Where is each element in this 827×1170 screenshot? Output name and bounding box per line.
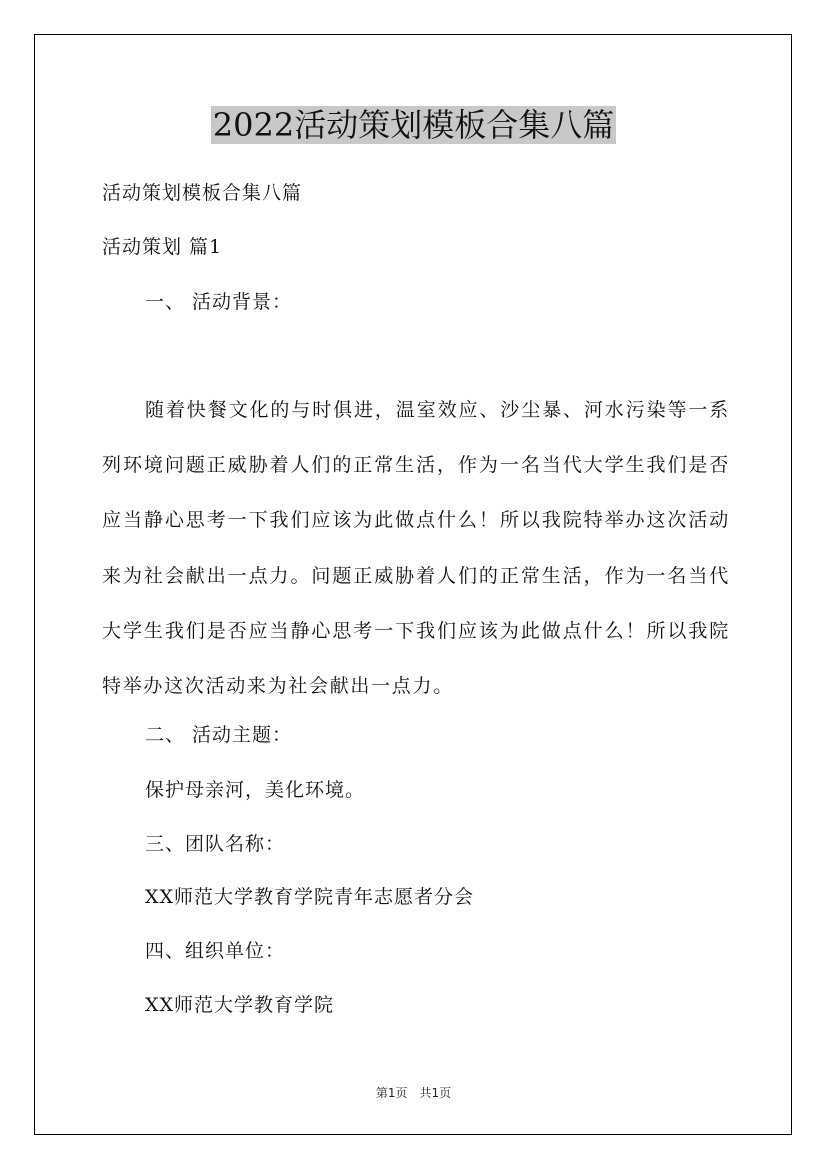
- document-title-text: 2022活动策划模板合集八篇: [212, 106, 615, 144]
- page-footer: [0, 1084, 827, 1101]
- heading-background: 一、 活动背景：: [145, 291, 293, 313]
- heading-team-name: 三、团队名称：: [145, 833, 286, 855]
- heading-theme: 二、 活动主题：: [145, 724, 293, 746]
- heading-organizer: 四、组织单位：: [145, 940, 286, 962]
- page-number: 第1页: [375, 1086, 408, 1100]
- theme-text: 保护母亲河，美化环境。: [145, 779, 366, 801]
- organizer-text: XX师范大学教育学院: [145, 994, 335, 1016]
- subtitle: 活动策划模板合集八篇: [102, 182, 303, 204]
- background-paragraph: 随着快餐文化的与时俱进，温室效应、沙尘暴、河水污染等一系列环境问题正威胁着人们的正常生活，作为一名当代大学生我们是否应当静心思考一下我们应该为此做点什么！所以我院特举办这次活动来为社会献出一点力。问题正威胁着人们的正常生活，作为一名当代大学生我们是否应当静心思考一下我们应该为此做点什么！所以我院特举办这次活动来为社会献出一点力。: [102, 399, 730, 698]
- team-name-text: XX师范大学教育学院青年志愿者分会: [145, 886, 475, 908]
- document-title: [0, 100, 827, 146]
- page-total: 共1页: [419, 1086, 452, 1100]
- section-heading: 活动策划 篇1: [102, 236, 223, 258]
